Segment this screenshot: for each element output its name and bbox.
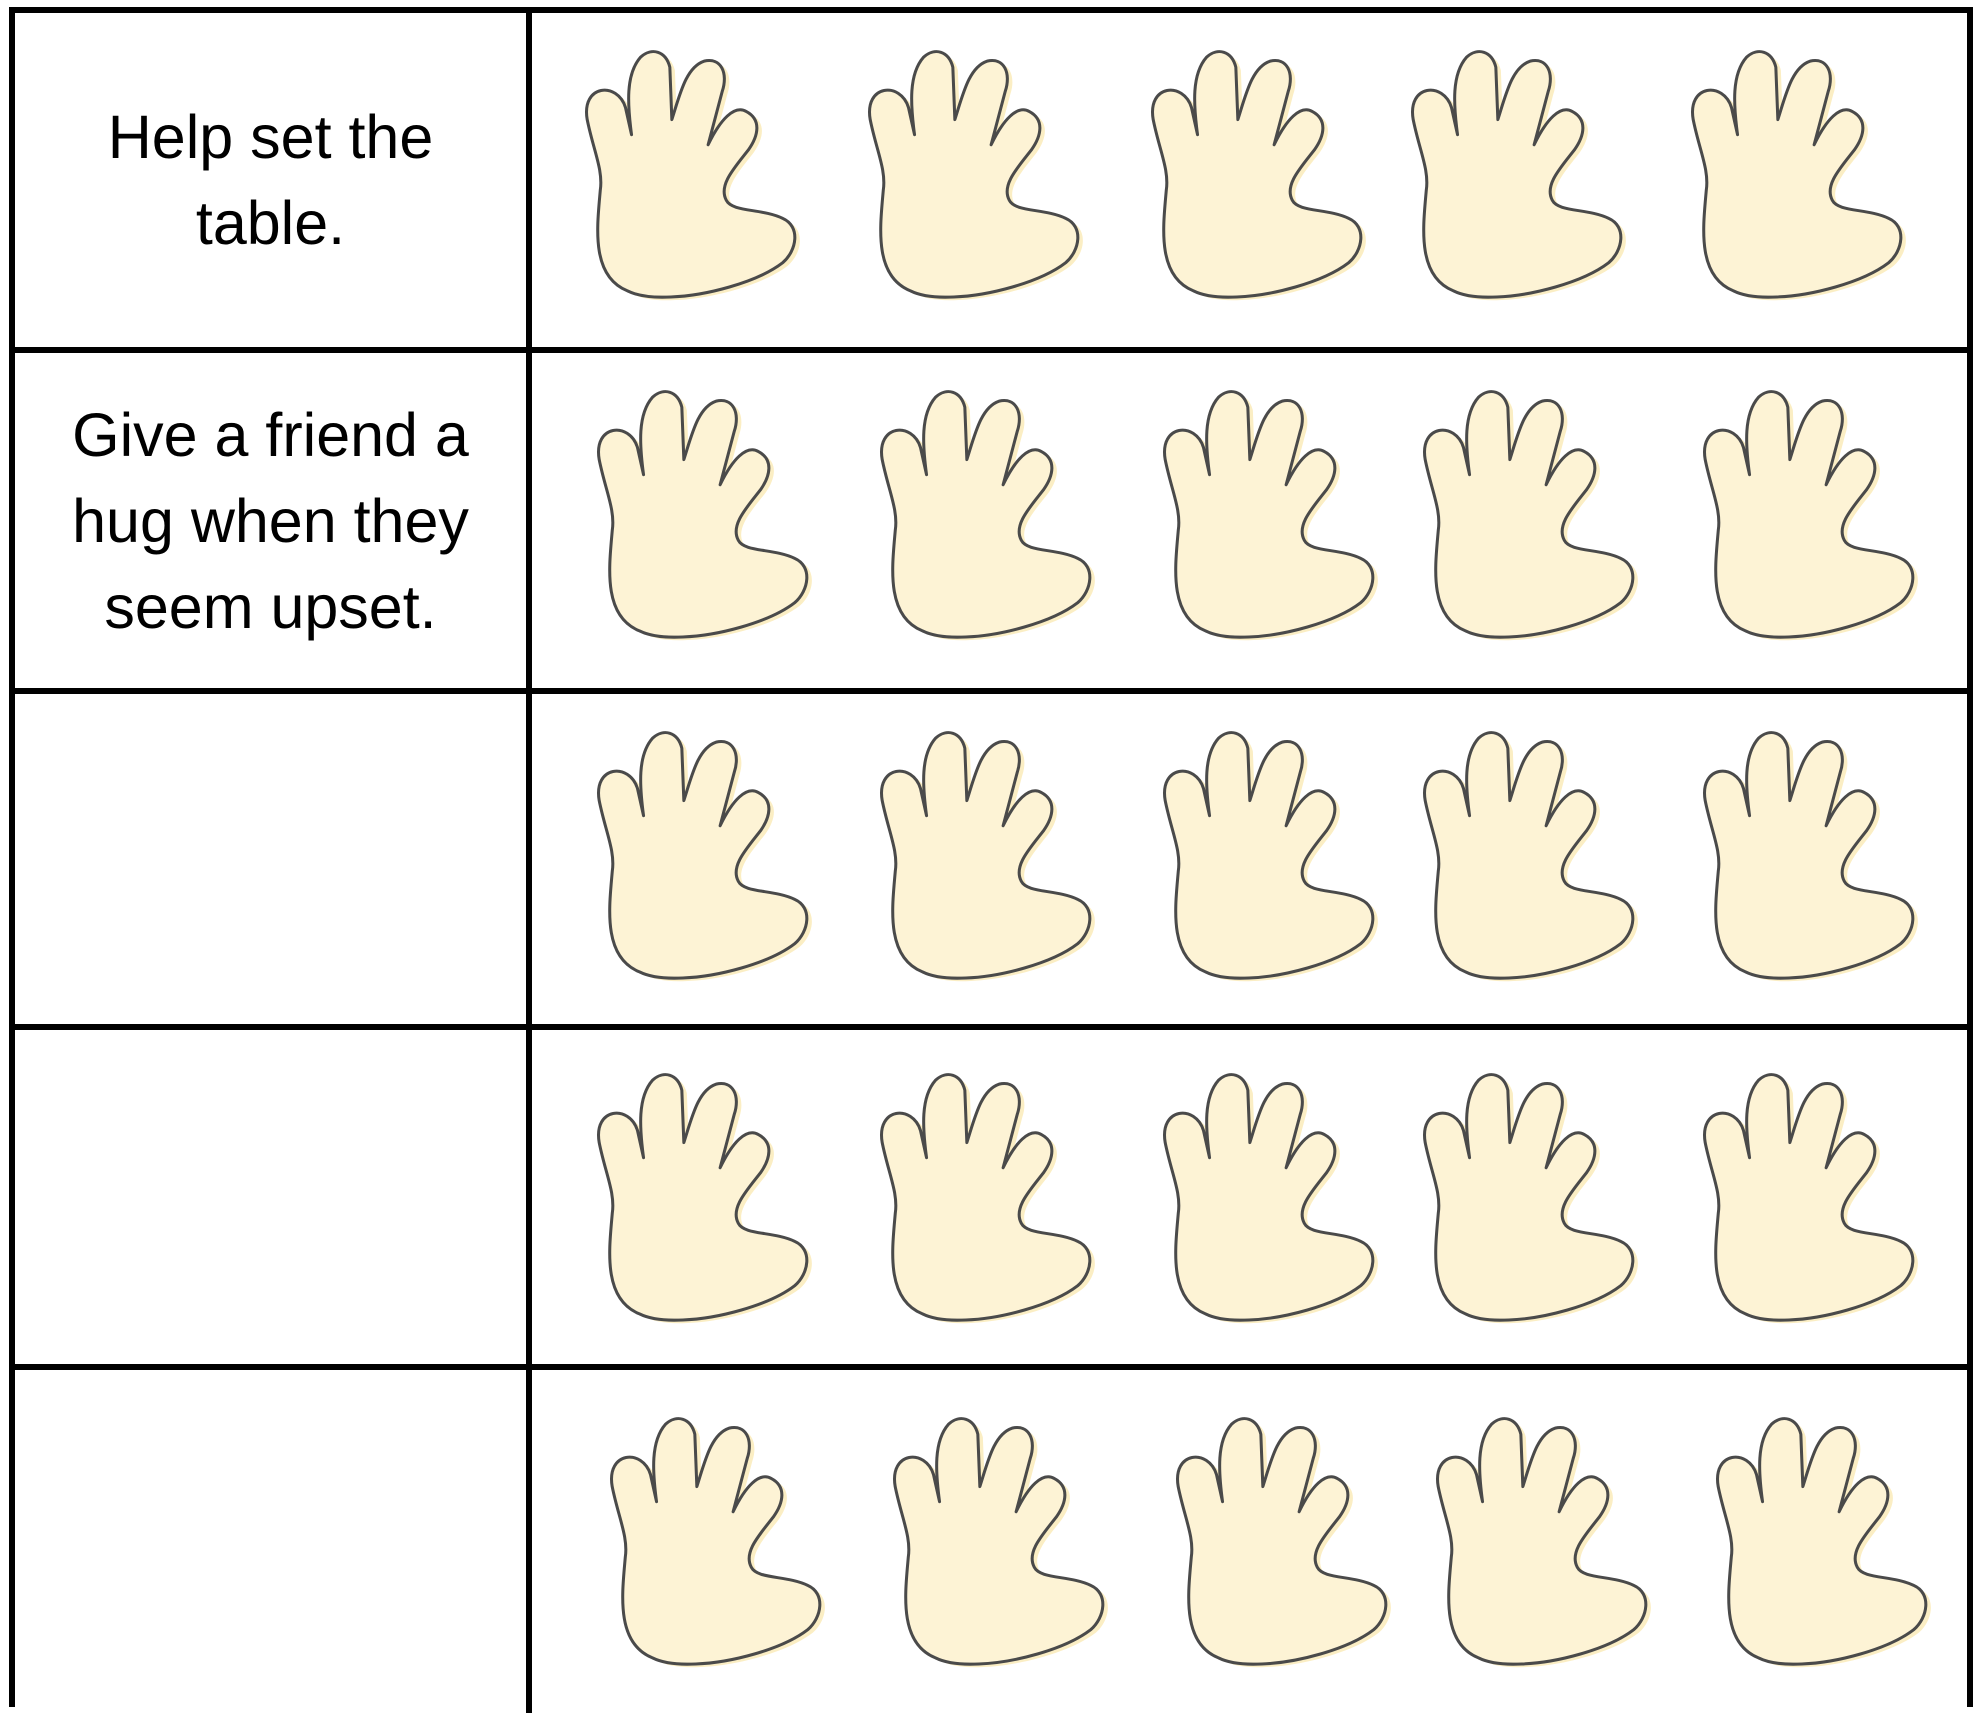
hand-icon bbox=[885, 1410, 1115, 1670]
hands-cell bbox=[532, 13, 1967, 347]
hand-icon bbox=[589, 1066, 819, 1326]
hand-icon bbox=[1683, 43, 1913, 303]
task-label: Help set the table. bbox=[107, 103, 434, 257]
hands-cell bbox=[532, 694, 1967, 1024]
hand-icon bbox=[1155, 383, 1385, 643]
hands-cell bbox=[532, 353, 1967, 688]
hand-icon bbox=[1168, 1410, 1398, 1670]
hand-icon bbox=[1428, 1410, 1658, 1670]
hand-icon bbox=[1143, 43, 1373, 303]
hand-icon bbox=[602, 1410, 832, 1670]
hand-icon bbox=[1155, 724, 1385, 984]
chart-row bbox=[15, 13, 1967, 353]
chore-chart bbox=[9, 7, 1973, 1707]
hand-icon bbox=[872, 724, 1102, 984]
hand-icon bbox=[1695, 1066, 1925, 1326]
hand-icon bbox=[1415, 1066, 1645, 1326]
hands-cell bbox=[532, 1030, 1967, 1364]
task-cell bbox=[15, 1370, 532, 1713]
hand-icon bbox=[1415, 724, 1645, 984]
chart-row bbox=[15, 1030, 1967, 1370]
hands-cell bbox=[532, 1370, 1967, 1713]
hand-icon bbox=[589, 383, 819, 643]
chart-row bbox=[15, 353, 1967, 694]
hand-icon bbox=[1155, 1066, 1385, 1326]
task-cell bbox=[15, 1030, 532, 1364]
hand-icon bbox=[1695, 724, 1925, 984]
chart-row bbox=[15, 1370, 1967, 1713]
hand-icon bbox=[589, 724, 819, 984]
task-label: Give a friend a hug when they seem upset. bbox=[72, 400, 469, 641]
hand-icon bbox=[1695, 383, 1925, 643]
hand-icon bbox=[872, 383, 1102, 643]
task-cell bbox=[15, 353, 532, 688]
chart-row bbox=[15, 694, 1967, 1030]
task-cell bbox=[15, 13, 532, 347]
hand-icon bbox=[860, 43, 1090, 303]
hand-icon bbox=[577, 43, 807, 303]
hand-icon bbox=[1708, 1410, 1938, 1670]
hand-icon bbox=[872, 1066, 1102, 1326]
task-cell bbox=[15, 694, 532, 1024]
hand-icon bbox=[1403, 43, 1633, 303]
hand-icon bbox=[1415, 383, 1645, 643]
